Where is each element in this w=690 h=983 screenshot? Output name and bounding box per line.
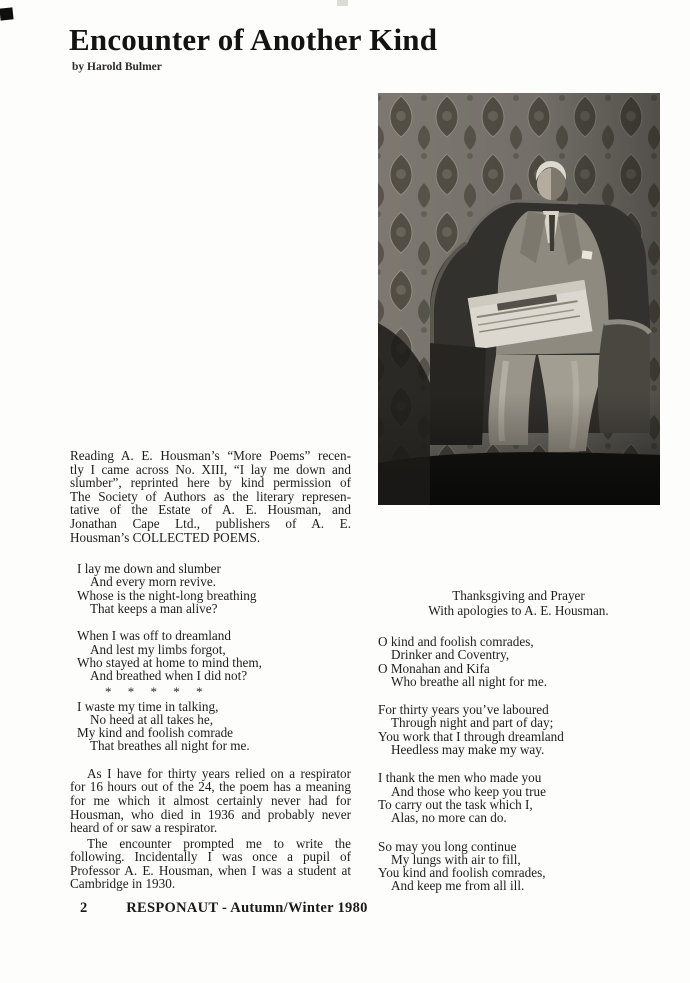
text-line: As I have for thirty years relied on a respirator xyxy=(87,765,351,781)
poem-line: And breathed when I did not? xyxy=(90,668,248,684)
housman-poem-part1 xyxy=(70,562,351,682)
poem-line: That keeps a man alive? xyxy=(90,601,218,617)
thanksgiving-poem xyxy=(378,635,659,893)
poem-stanza xyxy=(378,703,659,756)
text-line: The encounter prompted me to write the xyxy=(87,835,351,851)
journal-title: RESPONAUT - Autumn/Winter 1980 xyxy=(126,900,368,917)
poem-line: O Monahan and Kifa xyxy=(378,660,490,676)
text-line: heard of or saw a respirator. xyxy=(70,820,218,836)
poem-line: For thirty years you’ve laboured xyxy=(378,702,549,718)
text-line: following. Incidentally I was once a pupil of xyxy=(70,849,351,865)
poem-line: Drinker and Coventry, xyxy=(391,647,510,663)
page-footer xyxy=(70,900,368,917)
text-line: for me which it almost certainly never had for xyxy=(70,792,351,808)
housman-poem-part2 xyxy=(70,700,351,753)
poem-line: Alas, no more can do. xyxy=(391,810,507,826)
text-line: Jonathan Cape Ltd., publishers of A. E. xyxy=(70,515,351,531)
photo-man-reading-newspaper xyxy=(378,93,660,505)
poem-line: Through night and part of day; xyxy=(391,715,554,731)
text-line: Cambridge in 1930. xyxy=(70,876,176,892)
poem-line: Heedless may make my way. xyxy=(391,742,545,758)
scan-artifact-corner xyxy=(0,7,14,20)
article-byline: by Harold Bulmer xyxy=(72,61,162,73)
poem-line: Who breathe all night for me. xyxy=(391,673,547,689)
poem-line: And keep me from all ill. xyxy=(391,878,525,894)
text-line: Reading A. E. Housman’s “More Poems” recen- xyxy=(70,448,351,463)
right-column xyxy=(378,589,659,893)
text-line: for 16 hours out of the 24, the poem has a meaning xyxy=(70,779,351,795)
text-line: Professor A. E. Housman, when I was a student at xyxy=(70,862,351,878)
poem-line: Whose is the night-long breathing xyxy=(77,587,257,603)
poem-stanza xyxy=(378,771,659,824)
poem-title: Thanksgiving and Prayer xyxy=(452,588,585,603)
poem-line: So may you long continue xyxy=(378,838,517,854)
poem-line: I lay me down and slumber xyxy=(77,561,221,577)
poem-line: That breathes all night for me. xyxy=(90,738,250,754)
poem-line: When I was off to dreamland xyxy=(77,628,231,644)
photo-illustration xyxy=(378,93,660,505)
poem-subtitle: With apologies to A. E. Housman. xyxy=(428,603,609,618)
text-line: Housman, who died in 1936 and probably never xyxy=(70,806,351,822)
intro-paragraph xyxy=(70,449,351,544)
scan-artifact-top xyxy=(337,0,348,6)
text-line: tly I came across No. XIII, “I lay me down and xyxy=(70,461,351,477)
text-line: The Society of Authors as the literary represen- xyxy=(70,488,351,504)
poem-line: You work that I through dreamland xyxy=(378,728,564,744)
article-title: Encounter of Another Kind xyxy=(69,22,438,57)
poem-line: And lest my limbs forgot, xyxy=(90,641,226,657)
text-line: tative of the Estate of A. E. Housman, and xyxy=(70,502,351,518)
poem-line: And those who keep you true xyxy=(391,783,546,799)
poem-stanza xyxy=(77,629,351,682)
page-number: 2 xyxy=(80,900,88,917)
text-line: slumber”, reprinted here by kind permission of xyxy=(70,475,351,491)
left-column xyxy=(70,448,368,917)
poem-stanza xyxy=(378,840,659,893)
respirator-paragraph xyxy=(70,767,351,835)
text-line: Housman’s COLLECTED POEMS. xyxy=(70,529,261,545)
poem-line: Who stayed at home to mind them, xyxy=(77,654,262,670)
asterisk-separator: * * * * * xyxy=(105,683,203,699)
poem-line: You kind and foolish comrades, xyxy=(378,865,546,881)
encounter-paragraph xyxy=(70,837,351,891)
poem-line: No heed at all takes he, xyxy=(90,711,214,727)
poem-line: And every morn revive. xyxy=(90,574,216,590)
poem-line: To carry out the task which I, xyxy=(378,796,533,812)
poem-line: My kind and foolish comrade xyxy=(77,725,234,741)
poem-stanza xyxy=(378,635,659,688)
poem-stanza xyxy=(77,562,351,615)
poem-line: O kind and foolish comrades, xyxy=(378,634,534,649)
poem-line: I thank the men who made you xyxy=(378,770,542,786)
poem-line: My lungs with air to fill, xyxy=(391,851,521,867)
poem-line: I waste my time in talking, xyxy=(77,698,219,714)
poem-stanza xyxy=(77,700,351,753)
